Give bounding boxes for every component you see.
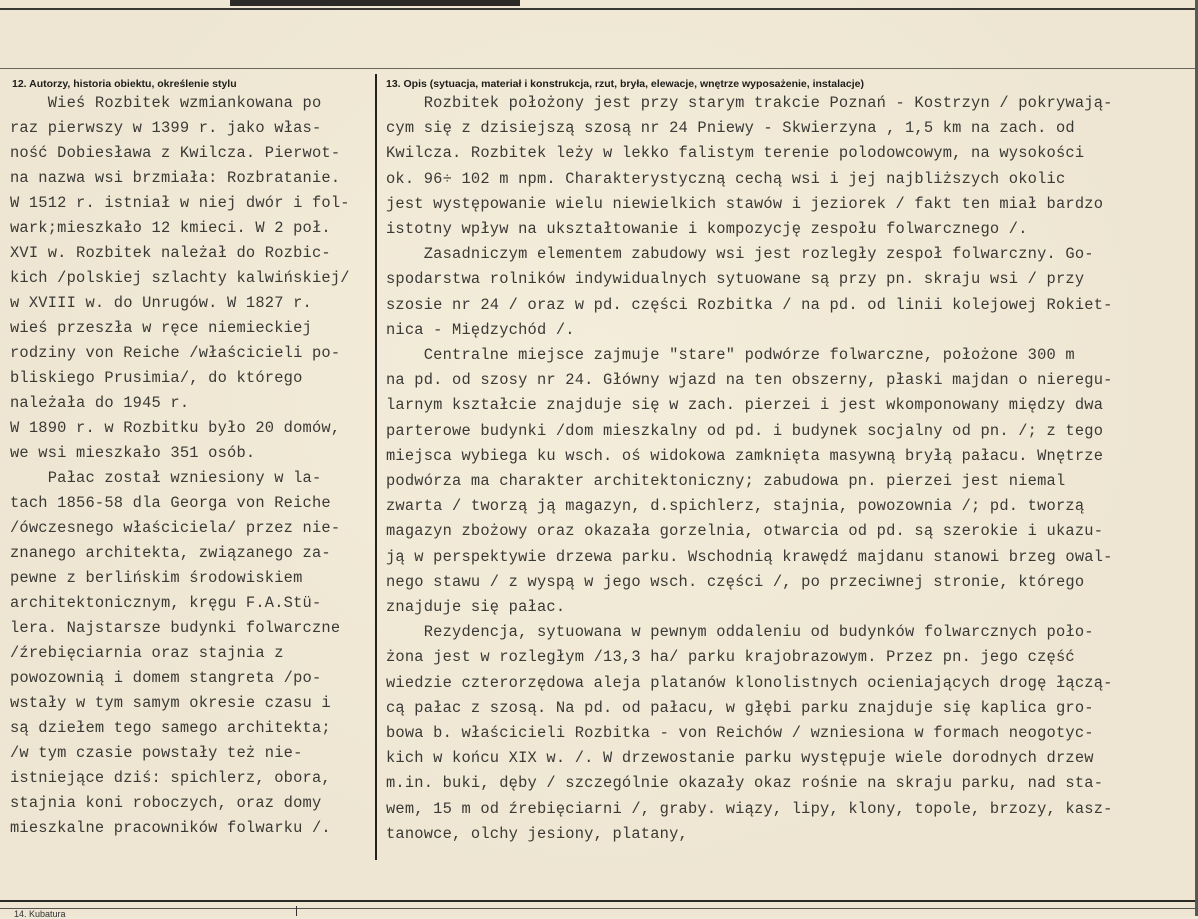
text-line: powozownią i domem stangreta /po- — [10, 669, 322, 687]
bottom-rule-secondary — [0, 908, 1195, 909]
text-line: lera. Najstarsze budynki folwarczne — [10, 619, 341, 637]
bottom-rule — [0, 900, 1195, 902]
text-line: magazyn zbożowy oraz okazała gorzelnia, otwarcia od pd. są szerokie i ukazu- — [386, 522, 1104, 541]
text-line: m.in. buki, dęby / szczególnie okazały okaz rośnie na skraju parku, nad sta- — [386, 774, 1104, 793]
text-line: wark;mieszkało 12 kmieci. W 2 poł. — [10, 219, 331, 237]
text-line: raz pierwszy w 1399 r. jako włas- — [10, 119, 322, 137]
text-line: Zasadniczym elementem zabudowy wsi jest rozległy zespoł folwarczny. Go- — [386, 245, 1094, 264]
text-line: żona jest w rozległym /13,3 ha/ parku krajobrazowym. Przez pn. jego część — [386, 648, 1075, 667]
section-14-label: 14. Kubatura — [14, 909, 66, 919]
text-line: Kwilcza. Rozbitek leży w lekko falistym terenie polodowcowym, na wysokości — [386, 144, 1085, 163]
text-line: tanowce, olchy jesiony, platany, — [386, 824, 688, 843]
text-line: zwarta / tworzą ją magazyn, d.spichlerz, stajnia, powozownia /; pd. tworzą — [386, 497, 1085, 516]
text-line: wiedzie czterorzędowa aleja platanów klonolistnych ocieniających drogę łączą- — [386, 673, 1113, 692]
text-line: W 1890 r. w Rozbitku było 20 domów, — [10, 419, 341, 437]
text-line: parterowe budynki /dom mieszkalny od pd. i budynek socjalny od pn. /; z tego — [386, 421, 1104, 440]
text-line: bowa b. właścicieli Rozbitka - von Reichów / wzniesiona w formach neogotyc- — [386, 724, 1094, 743]
text-line: we wsi mieszkało 351 osób. — [10, 444, 256, 462]
text-line: spodarstwa rolników indywidualnych sytuowane są przy pn. skraju wsi / przy — [386, 270, 1085, 289]
text-line: /źrebięciarnia oraz stajnia z — [10, 644, 284, 662]
text-line: na pd. od szosy nr 24. Główny wjazd na ten obszerny, płaski majdan o nieregu- — [386, 371, 1113, 390]
section-12-heading: 12. Autorzy, historia obiektu, określenie stylu — [12, 78, 237, 90]
text-line: istniejące dziś: spichlerz, obora, — [10, 769, 331, 787]
text-line: bliskiego Prusimia/, do którego — [10, 369, 303, 387]
text-line: architektonicznym, kręgu F.A.Stü- — [10, 594, 322, 612]
text-line: Pałac został wzniesiony w la- — [10, 469, 322, 487]
text-line: znanego architekta, związanego za- — [10, 544, 331, 562]
text-line: rodziny von Reiche /właścicieli po- — [10, 344, 341, 362]
section-13-heading: 13. Opis (sytuacja, materiał i konstrukcja, rzut, bryła, elewacje, wnętrze wyposażenie, instalacje) — [386, 78, 864, 90]
text-line: jest występowanie wielu niewielkich stawów i jeziorek / fakt ten miał bardzo — [386, 194, 1104, 213]
text-line: wstały w tym samym okresie czasu i — [10, 694, 331, 712]
text-line: /ówczesnego właściciela/ przez nie- — [10, 519, 341, 537]
text-line: cym się z dzisiejszą szosą nr 24 Pniewy - Skwierzyna , 1,5 km na zach. od — [386, 119, 1075, 138]
bottom-divider-tick — [296, 906, 297, 916]
text-line: kich w końcu XIX w. /. W drzewostanie parku występuje wiele dorodnych drzew — [386, 749, 1094, 768]
text-line: nica - Międzychód /. — [386, 320, 575, 339]
text-line: mieszkalne pracowników folwarku /. — [10, 819, 331, 837]
frame-line — [0, 68, 1195, 69]
text-line: Rozbitek położony jest przy starym trakcie Poznań - Kostrzyn / pokrywają- — [386, 94, 1113, 112]
top-rule-thick — [230, 0, 520, 6]
text-line: są dziełem tego samego architekta; — [10, 719, 331, 737]
text-line: larnym kształcie znajduje się w zach. pierzei i jest wkomponowany między dwa — [386, 396, 1104, 415]
text-line: tach 1856-58 dla Georga von Reiche — [10, 494, 331, 512]
text-line: XVI w. Rozbitek należał do Rozbic- — [10, 244, 331, 262]
text-line: szosie nr 24 / oraz w pd. części Rozbitka / na pd. od linii kolejowej Rokiet- — [386, 295, 1113, 314]
section-13-text — [386, 91, 1176, 847]
text-line: Centralne miejsce zajmuje "stare" podwórze folwarczne, położone 300 m — [386, 346, 1075, 365]
text-line: nego stawu / z wyspą w jego wsch. części /, po przeciwnej stronie, którego — [386, 572, 1085, 591]
text-line: cą pałac z szosą. Na pd. od pałacu, w głębi parku znajduje się kaplica gro- — [386, 698, 1094, 717]
text-line: /w tym czasie powstały też nie- — [10, 744, 303, 762]
text-line: istotny wpływ na ukształtowanie i kompozycję zespołu folwarcznego /. — [386, 220, 1028, 239]
section-12-text — [10, 91, 372, 841]
text-line: wem, 15 m od źrebięciarni /, graby. wiązy, lipy, klony, topole, brzozy, kasz- — [386, 799, 1113, 818]
text-line: kich /polskiej szlachty kalwińskiej/ — [10, 269, 350, 287]
text-line: ok. 96÷ 102 m npm. Charakterystyczną cechą wsi i jej najbliższych okolic — [386, 169, 1066, 188]
text-line: stajnia koni roboczych, oraz domy — [10, 794, 322, 812]
text-line: wieś przeszła w ręce niemieckiej — [10, 319, 312, 337]
text-line: miejsca wybiega ku wsch. oś widokowa zamknięta masywną bryłą pałacu. Wnętrze — [386, 446, 1104, 465]
text-line: Wieś Rozbitek wzmiankowana po — [10, 94, 322, 112]
column-divider — [375, 74, 377, 860]
text-line: Rezydencja, sytuowana w pewnym oddaleniu od budynków folwarcznych poło- — [386, 623, 1094, 642]
text-line: na nazwa wsi brzmiała: Rozbratanie. — [10, 169, 341, 187]
text-line: znajduje się pałac. — [386, 598, 566, 617]
text-line: W 1512 r. istniał w niej dwór i fol- — [10, 194, 350, 212]
text-line: w XVIII w. do Unrugów. W 1827 r. — [10, 294, 312, 312]
text-line: należała do 1945 r. — [10, 394, 190, 412]
text-line: ją w perspektywie drzewa parku. Wschodnią krawędź majdanu stanowi brzeg owal- — [386, 547, 1113, 566]
top-rule — [0, 8, 1198, 10]
text-line: podwórza ma charakter architektoniczny; zabudowa pn. pierzei jest niemal — [386, 472, 1066, 491]
text-line: pewne z berlińskim środowiskiem — [10, 569, 303, 587]
text-line: ność Dobiesława z Kwilcza. Pierwot- — [10, 144, 341, 162]
